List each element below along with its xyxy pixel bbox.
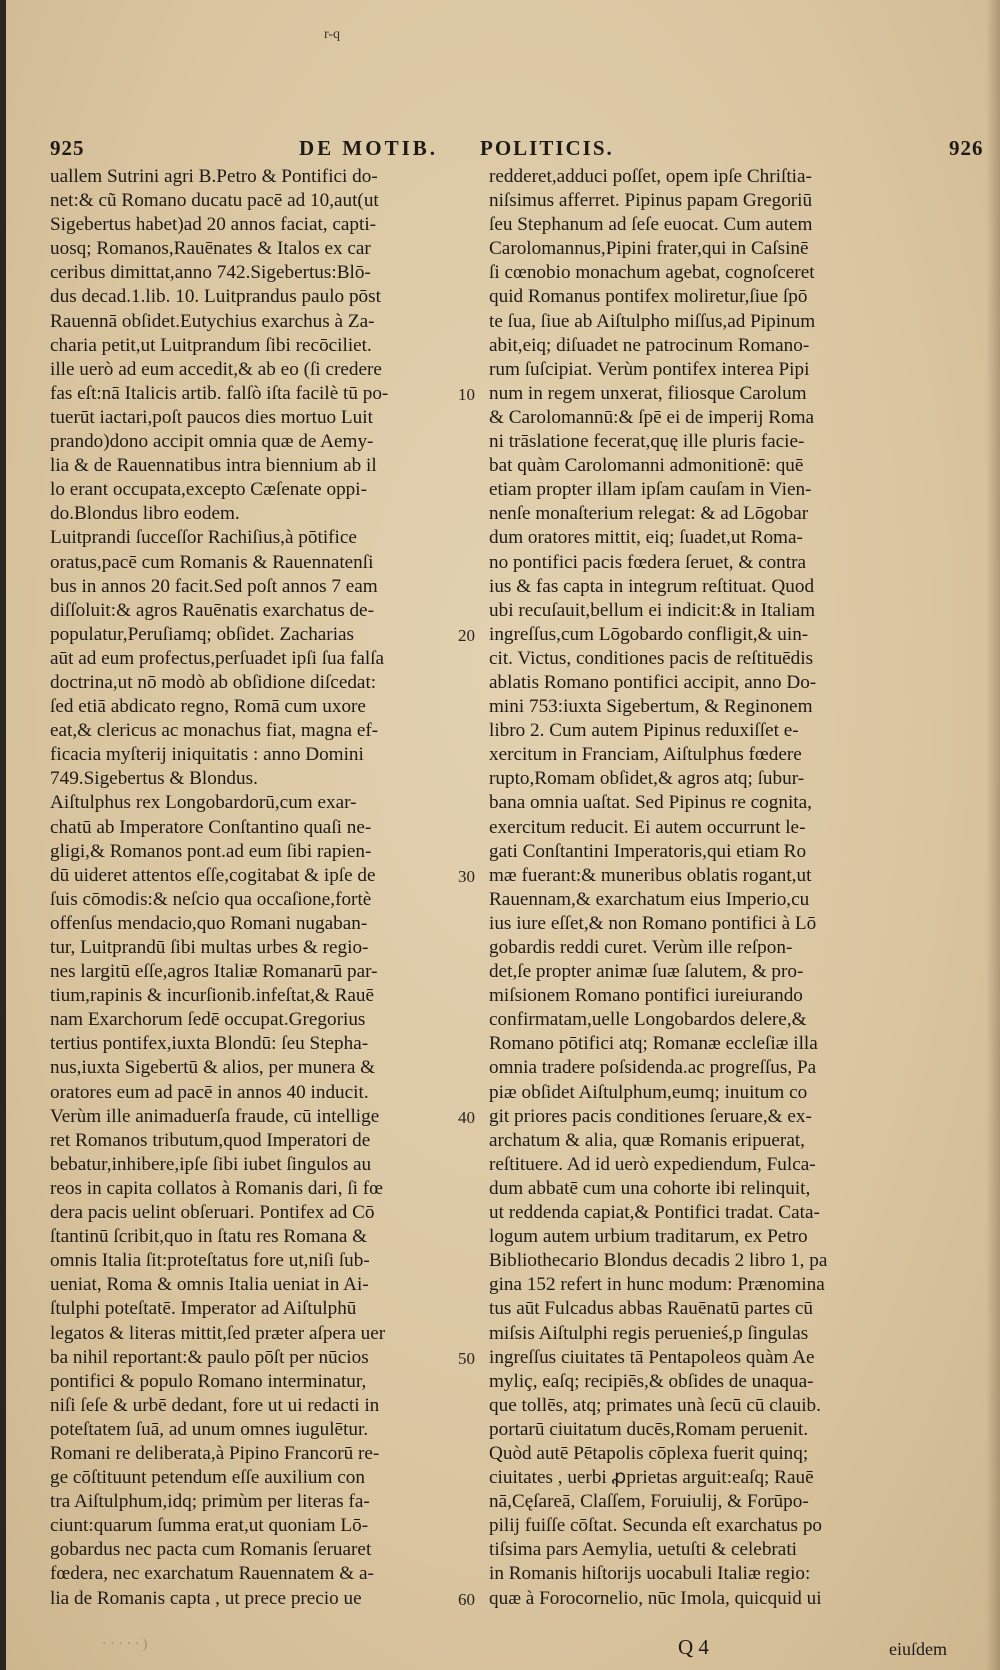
- signature-mark: Q 4: [678, 1635, 709, 1659]
- text-line: gobardis reddi curet. Verùm ille reſpon-: [489, 937, 793, 958]
- text-line: exercitum reducit. Ei autem occurrunt le-: [489, 816, 806, 838]
- text-line: ge cōſtituunt petendum eſſe auxilium con: [50, 1467, 365, 1489]
- text-line: nes largitū eſſe,agros Italiæ Romanarū par-: [50, 961, 378, 983]
- text-line: bebatur,inhibere,ipſe ſibi iubet ſingulos au: [50, 1153, 372, 1175]
- line-number: 40: [458, 1107, 475, 1127]
- text-line: archatum & alia, quæ Romanis eripuerat,: [489, 1129, 805, 1151]
- text-line: nus,iuxta Sigebertū & alios, per munera &: [50, 1057, 376, 1079]
- text-line: bana omnia uaſtat. Sed Pipinus re cognita,: [489, 792, 812, 814]
- page-number-right: 926: [949, 136, 984, 160]
- text-line: nenſe monaſterium relegat: & ad Lōgobar: [489, 503, 809, 525]
- text-line: niſsimus afferret. Pipinus papam Gregoriū: [489, 190, 813, 212]
- text-line: te ſua, ſiue ab Aiſtulpho miſſus,ad Pipinum: [489, 310, 816, 332]
- text-line: dum oratores mittit, eiq; ſuadet,ut Roma-: [489, 527, 803, 549]
- text-line: git priores pacis conditiones ſeruare,& ex-: [489, 1105, 812, 1127]
- text-line: prando)dono accipit omnia quæ de Aemy-: [50, 431, 374, 453]
- text-line: Aiſtulphus rex Longobardorū,cum exar-: [50, 792, 357, 814]
- text-line: eat,& clericus ac monachus fiat, magna ef-: [50, 720, 379, 742]
- text-line: net:& cũ Romano ducatu pacē ad 10,aut(ut: [50, 190, 379, 212]
- text-column-left: [50, 165, 468, 1611]
- text-line: niſi ſeſe & urbē dedant, fore ut ui redacti in: [50, 1394, 380, 1416]
- text-line: fas eſt:nā Italicis artib. falſò iſta facilè tū po-: [50, 382, 389, 404]
- text-line: dus decad.1.lib. 10. Luitprandus paulo pōst: [50, 286, 381, 308]
- text-line: ſeu Stephanum ad ſeſe euocat. Cum autem: [489, 214, 813, 236]
- text-line: Rauennā obſidet.Eutychius exarchus à Za-: [50, 310, 375, 332]
- text-line: rupto,Romam obſidet,& agros atq; ſubur-: [489, 768, 805, 790]
- text-line: no pontifici pacis fœdera ſeruet, & contra: [489, 551, 807, 573]
- text-line: ſtulphi poteſtatē. Imperator ad Aiſtulphū: [50, 1298, 357, 1320]
- text-line: omnis Italia ſit:proteſtatus fore ut,niſi ſub-: [50, 1250, 370, 1272]
- line-number: 10: [458, 384, 475, 404]
- text-line: libro 2. Cum autem Pipinus reduxiſſet e-: [489, 720, 799, 742]
- text-line: oratores eum ad pacē in annos 40 inducit.: [50, 1081, 369, 1103]
- text-line: Romano pōtifici atq; Romanæ eccleſiæ illa: [489, 1033, 818, 1055]
- text-line: tuerūt iactari,poſt paucos dies mortuo Luit: [50, 406, 373, 428]
- text-line: ingreſſus ciuitates tā Pentapoleos quàm Ae: [489, 1346, 815, 1368]
- top-ink-mark: r-q: [324, 27, 341, 42]
- text-line: uallem Sutrini agri B.Petro & Pontifici do-: [50, 166, 378, 187]
- ink-smudge: · · · · · ): [102, 1637, 148, 1652]
- text-line: bus in annos 20 facit.Sed poſt annos 7 eam: [50, 575, 378, 597]
- text-line: dū uideret attentos eſſe,cogitabat & ipſe de: [50, 864, 376, 886]
- text-line: pilij fuiſſe cōſtat. Secunda eſt exarchatus po: [489, 1515, 823, 1537]
- text-line: gobardus nec pacta cum Romanis ſeruaret: [50, 1539, 372, 1561]
- text-line: reos in capita collatos à Romanis dari, ſi fœ: [50, 1177, 384, 1199]
- line-number: 60: [458, 1589, 475, 1609]
- text-line: abit,eiq; diſuadet ne patrocinum Romano-: [489, 334, 810, 356]
- text-line: miſsis Aiſtulphi regis peruenieś,p ſingulas: [489, 1322, 809, 1344]
- text-line: logum autem urbium traditarum, ex Petro: [489, 1226, 808, 1248]
- line-number: 20: [458, 625, 475, 645]
- text-line: ius & fas capta in integrum reſtituat. Quod: [489, 575, 815, 597]
- page-number-left: 925: [50, 136, 85, 160]
- book-page: [6, 0, 1000, 1670]
- text-line: num in regem unxerat, filiosque Carolum: [489, 382, 807, 404]
- text-line: ubi recuſauit,bellum ei indicit:& in Italiam: [489, 599, 816, 621]
- text-line: miſsionem Romano pontifici iureiurando: [489, 985, 803, 1007]
- text-line: ciuitates , uerbi ꝓprietas arguit:eaſq; Rauē: [489, 1467, 814, 1489]
- text-line: pontifici & populo Romano interminatur,: [50, 1370, 367, 1392]
- text-line: ret Romanos tributum,quod Imperatori de: [50, 1129, 371, 1151]
- text-line: etiam propter illam ipſam cauſam in Vien-: [489, 479, 812, 501]
- text-line: ingreſſus,cum Lōgobardo confligit,& uin-: [489, 623, 809, 645]
- text-line: ba nihil reportant:& paulo pōſt per nūcios: [50, 1346, 369, 1368]
- running-title-right: POLITICIS.: [480, 136, 614, 160]
- text-line: doctrina,ut nō modò ab obſidione diſcedat:: [50, 671, 377, 693]
- text-line: Romani re deliberata,à Pipino Francorū re-: [50, 1442, 380, 1464]
- catchword: eiuſdem: [889, 1639, 947, 1659]
- text-line: poteſtatem ſuā, ad unum omnes iugulētur.: [50, 1418, 369, 1440]
- text-line: mini 753:iuxta Sigebertum, & Reginonem: [489, 696, 813, 718]
- text-line: Sigebertus habet)ad 20 annos faciat, capti-: [50, 214, 377, 236]
- text-line: lia de Romanis capta , ut prece precio ue: [50, 1587, 362, 1609]
- text-line: reſtituere. Ad id uerò expediendum, Fulca-: [489, 1153, 816, 1175]
- text-line: ſtantinū ſcribit,quo in ſtatu res Romana &: [50, 1226, 368, 1248]
- running-header: [6, 136, 1000, 162]
- text-line: portarū ciuitatum ducēs,Romam peruenit.: [489, 1418, 809, 1440]
- line-number: 30: [458, 866, 475, 886]
- text-line: quæ à Forocornelio, nūc Imola, quicquid ui: [489, 1587, 822, 1609]
- text-line: Rauennam,& exarchatum eius Imperio,cu: [489, 888, 810, 910]
- text-line: tertius pontifex,iuxta Blondū: ſeu Stepha-: [50, 1033, 369, 1055]
- text-line: rum ſuſcipiat. Verùm pontifex interea Pipi: [489, 358, 810, 380]
- text-line: dum abbatē cum una cohorte ibi relinquit,: [489, 1177, 811, 1199]
- text-line: legatos & literas mittit,ſed præter aſpera uer: [50, 1322, 386, 1344]
- text-line: redderet,adduci poſſet, opem ipſe Chriſtia-: [489, 166, 812, 187]
- text-column-right: [489, 165, 959, 1611]
- text-line: offenſus mendacio,quo Romani nugaban-: [50, 912, 368, 934]
- text-line: que tollēs, atq; primates unà ſecū cū clauib.: [489, 1394, 821, 1416]
- text-line: omnia tradere poſsidenda.ac progreſſus, Pa: [489, 1057, 817, 1079]
- text-line: ſi cœnobio monachum agebat, cognoſceret: [489, 262, 815, 284]
- text-line: tus aūt Fulcadus abbas Rauēnatū partes cū: [489, 1298, 813, 1320]
- text-line: 749.Sigebertus & Blondus.: [50, 768, 258, 790]
- text-line: ille uerò ad eum accedit,& ab eo (ſi credere: [50, 358, 382, 380]
- line-number: 50: [458, 1348, 475, 1368]
- text-line: gina 152 refert in hunc modum: Prænomina: [489, 1274, 825, 1296]
- text-line: & Carolomannū:& ſpē ei de imperij Roma: [489, 406, 815, 428]
- text-line: uosq; Romanos,Rauēnates & Italos ex car: [50, 238, 371, 260]
- text-line: nā,Cęſareā, Claſſem, Foruiulij, & Forūpo-: [489, 1491, 809, 1513]
- text-line: quid Romanus pontifex moliretur,ſiue ſpō: [489, 286, 808, 308]
- text-line: lia & de Rauennatibus intra biennium ab il: [50, 455, 377, 477]
- text-line: ſed etiā abdicato regno, Romā cum uxore: [50, 696, 366, 718]
- text-line: diſſoluit:& agros Rauēnatis exarchatus de-: [50, 599, 374, 621]
- text-line: Quòd autē Pētapolis cōplexa fuerit quinq;: [489, 1442, 809, 1464]
- text-line: aūt ad eum profectus,perſuadet ipſi ſua falſa: [50, 647, 385, 669]
- text-line: Carolomannus,Pipini frater,qui in Caſsinē: [489, 238, 809, 260]
- text-line: ciunt:quarum ſumma erat,ut quoniam Lō-: [50, 1515, 369, 1537]
- text-line: in Romanis hiſtorijs uocabuli Italiæ regio:: [489, 1563, 811, 1585]
- text-line: ni trāslatione fecerat,quę ille pluris facie-: [489, 431, 805, 453]
- text-line: myliç, eaſq; recipiēs,& obſides de unaqua-: [489, 1370, 814, 1392]
- text-line: det,ſe propter animæ ſuæ ſalutem, & pro-: [489, 961, 804, 983]
- text-line: chatū ab Imperatore Conſtantino quaſi ne-: [50, 816, 372, 838]
- text-line: ueniat, Roma & omnis Italia ueniat in Ai-: [50, 1274, 369, 1296]
- text-line: tur, Luitprandū ſibi multas urbes & regio-: [50, 937, 369, 958]
- text-line: dera pacis uelint obſeruari. Pontifex ad Cō: [50, 1202, 375, 1224]
- text-line: populatur,Peruſiamq; obſidet. Zacharias: [50, 623, 355, 645]
- text-line: piæ obſidet Aiſtulphum,eumq; inuitum co: [489, 1081, 808, 1103]
- text-line: ut reddenda capiat,& Pontifici tradat. Cata-: [489, 1202, 820, 1224]
- text-line: oratus,pacē cum Romanis & Rauennatenſi: [50, 551, 374, 573]
- text-line: xercitum in Franciam, Aiſtulphus fœdere: [489, 744, 802, 766]
- text-line: tra Aiſtulphum,idq; primùm per literas fa-: [50, 1491, 370, 1513]
- text-line: gati Conſtantini Imperatoris,qui etiam Ro: [489, 840, 807, 862]
- text-line: cit. Victus, conditiones pacis de reſtituēdis: [489, 647, 814, 669]
- text-line: fœdera, nec exarchatum Rauennatem & a-: [50, 1563, 374, 1585]
- text-line: confirmatam,uelle Longobardos delere,&: [489, 1009, 807, 1031]
- text-line: ſuis cōmodis:& neſcio qua occaſione,fortè: [50, 888, 372, 910]
- text-line: ficacia myſterij iniquitatis : anno Domini: [50, 744, 364, 766]
- text-line: Bibliothecario Blondus decadis 2 libro 1, pa: [489, 1250, 828, 1272]
- text-line: tiſsima pars Aemylia, uetuſti & celebrati: [489, 1539, 797, 1561]
- text-line: ius iure eſſet,& non Romano pontifici à Lō: [489, 912, 817, 934]
- text-line: nam Exarchorum ſedē occupat.Gregorius: [50, 1009, 366, 1031]
- text-line: lo erant occupata,excepto Cæſenate oppi-: [50, 479, 367, 501]
- running-title-left: DE MOTIB.: [299, 136, 439, 160]
- text-line: mæ fuerant:& muneribus oblatis rogant,ut: [489, 864, 812, 886]
- page-edge-shadow: [986, 0, 1000, 1670]
- text-line: tium,rapinis & incurſionib.infeſtat,& Rauē: [50, 985, 374, 1007]
- text-line: bat quàm Carolomanni admonitionē: quē: [489, 455, 804, 477]
- text-line: ablatis Romano pontifici accipit, anno Do-: [489, 671, 817, 693]
- text-line: charia petit,ut Luitprandum ſibi recōciliet.: [50, 334, 372, 356]
- text-line: Verùm ille animaduerſa fraude, cū intellige: [50, 1105, 380, 1127]
- text-line: ceribus dimittat,anno 742.Sigebertus:Blō-: [50, 262, 371, 284]
- text-line: do.Blondus libro eodem.: [50, 503, 240, 525]
- text-line: gligi,& Romanos pont.ad eum ſibi rapien-: [50, 840, 372, 862]
- text-line: Luitprandi ſucceſſor Rachiſius,à pōtifice: [50, 527, 357, 549]
